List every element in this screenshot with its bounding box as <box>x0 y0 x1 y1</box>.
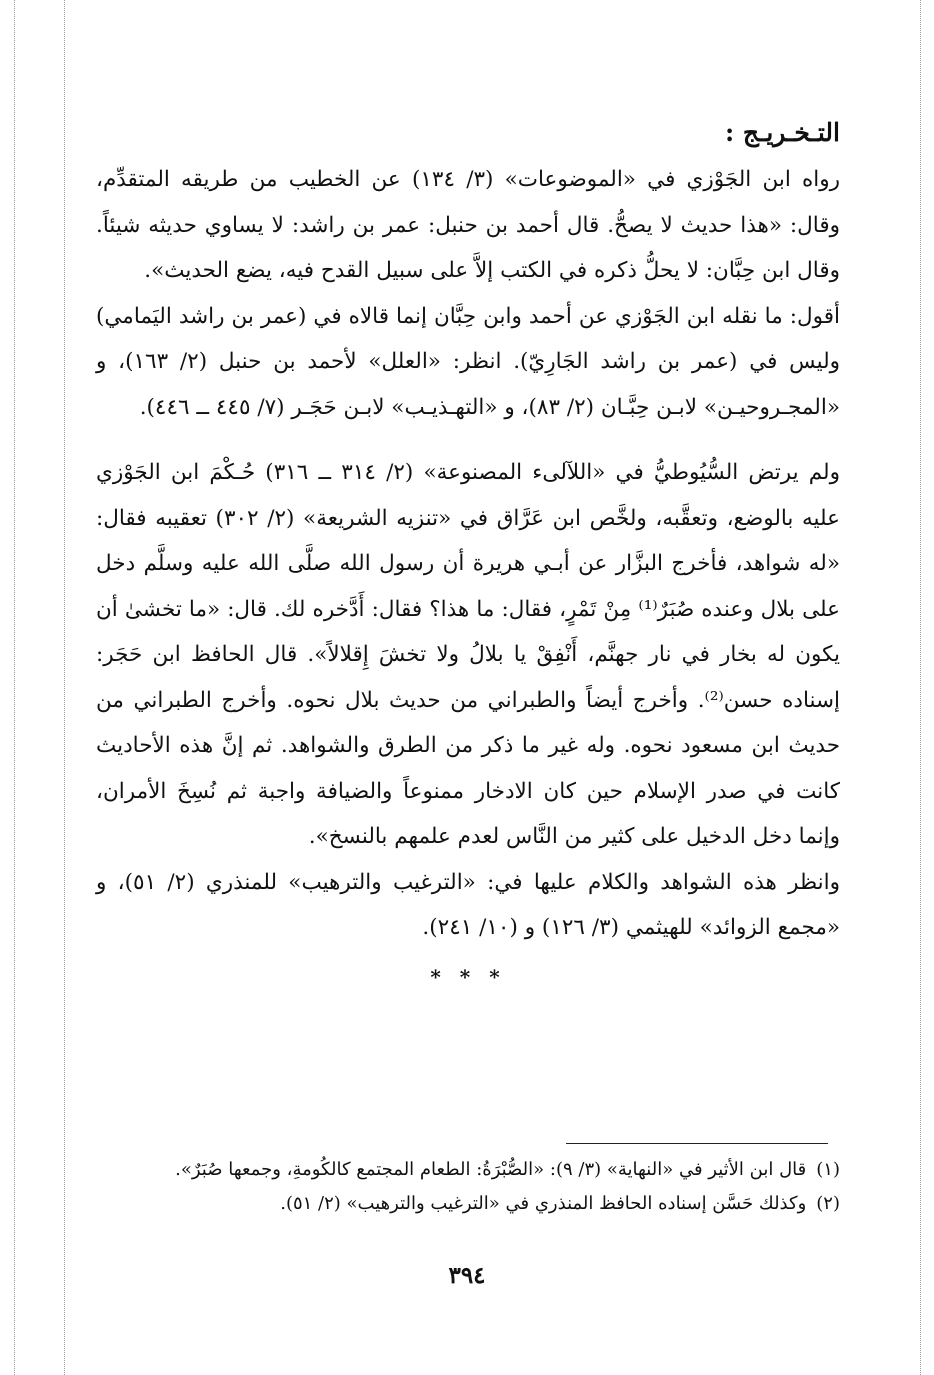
paragraph-4: وانظر هذه الشواهد والكلام عليها في: «الترغيب والترهيب» للمنذري (٢/ ٥١)، و «مجمع الزوائد» للهيثمي (٣/ ١٢٦) و (١٠/ ٢٤١). <box>96 869 841 940</box>
footnote-rule <box>566 1143 828 1144</box>
section-separator: * * * <box>430 964 506 989</box>
paragraph-1: رواه ابن الجَوْزي في «الموضوعات» (٣/ ١٣٤) عن الخطيب من طريقه المتقدِّم، وقال: «هذا حديث لا يصحُّ. قال أحمد بن حنبل: عمر بن راشد: لا يساوي حديثه شيئاً. وقال ابن حِبَّان: لا يحلُّ ذكره في الكتب إلاَّ على سبيل القدح فيه، يضع الحديث». <box>96 167 841 283</box>
scan-margin-line-left <box>14 0 15 1375</box>
footnote-text: قال ابن الأثير في «النهاية» (٣/ ٩): «الصُّبْرَةُ: الطعام المجتمع كالكُومةِ، وجمعها صُبَرٌ». <box>175 1159 807 1180</box>
scan-margin-line-left-inner <box>64 0 65 1375</box>
footnotes <box>96 1153 840 1221</box>
paragraph-3: ولم يرتض السُّيُوطيُّ في «اللآلىء المصنوعة» (٢/ ٣١٤ ــ ٣١٦) حُـكْمَ ابن الجَوْزي عليه بالوضع، وتعقَّبه، ولخَّص ابن عَرَّاق في «تنزيه الشريعة» (٢/ ٣٠٢) تعقيبه فقال: «له شواهد، فأخرج البزَّار عن أبـي هريرة أن رسول الله صلَّى الله عليه وسلَّم دخل على بلال وعنده صُبَرٌ⁽¹⁾ مِنْ تَمْرٍ، فقال: ما هذا؟ فقال: أَدَّخره لك. قال: «ما تخشىٰ أن يكون له بخار في نار جهنَّم، أَنْفِقْ يا بلالُ ولا تخشَ إِقلالاً». قال الحافظ ابن حَجَر: إسناده حسن⁽²⁾. وأخرج أيضاً والطبراني من حديث بلال نحوه. وأخرج الطبراني من حديث ابن مسعود نحوه. وله غير ما ذكر من الطرق والشواهد. ثم إنَّ هذه الأحاديث كانت في صدر الإسلام حين كان الادخار ممنوعاً والضيافة واجبة ثم نُسِخَ الأمران، وإنما دخل الدخيل على كثير من النَّاس لعدم علمهم بالنسخ». <box>96 460 841 849</box>
page-body <box>96 118 840 989</box>
footnote-number: (٢) <box>816 1193 840 1214</box>
paragraph-2: أقول: ما نقله ابن الجَوْزي عن أحمد وابن حِبَّان إنما قالاه في (عمر بن راشد اليَمامي) وليس في (عمر بن راشد الجَارِيّ). انظر: «العلل» لأحمد بن حنبل (٢/ ١٦٣)، و «المجـروحيـن» لابـن حِبَّـان (٢/ ٨٣)، و «التهـذيـب» لابـن حَجَـر (٧/ ٤٤٥ ــ ٤٤٦). <box>96 303 840 420</box>
footnote-2 <box>96 1187 840 1221</box>
footnote-text: وكذلك حَسَّن إسناده الحافظ المنذري في «الترغيب والترهيب» (٢/ ٥١). <box>280 1193 807 1214</box>
scan-margin-line-right <box>920 0 921 1375</box>
footnote-1 <box>96 1153 840 1187</box>
section-heading: التـخـريـج : <box>724 118 840 147</box>
footnote-number: (١) <box>816 1159 840 1180</box>
page-number: ٣٩٤ <box>448 1262 486 1289</box>
